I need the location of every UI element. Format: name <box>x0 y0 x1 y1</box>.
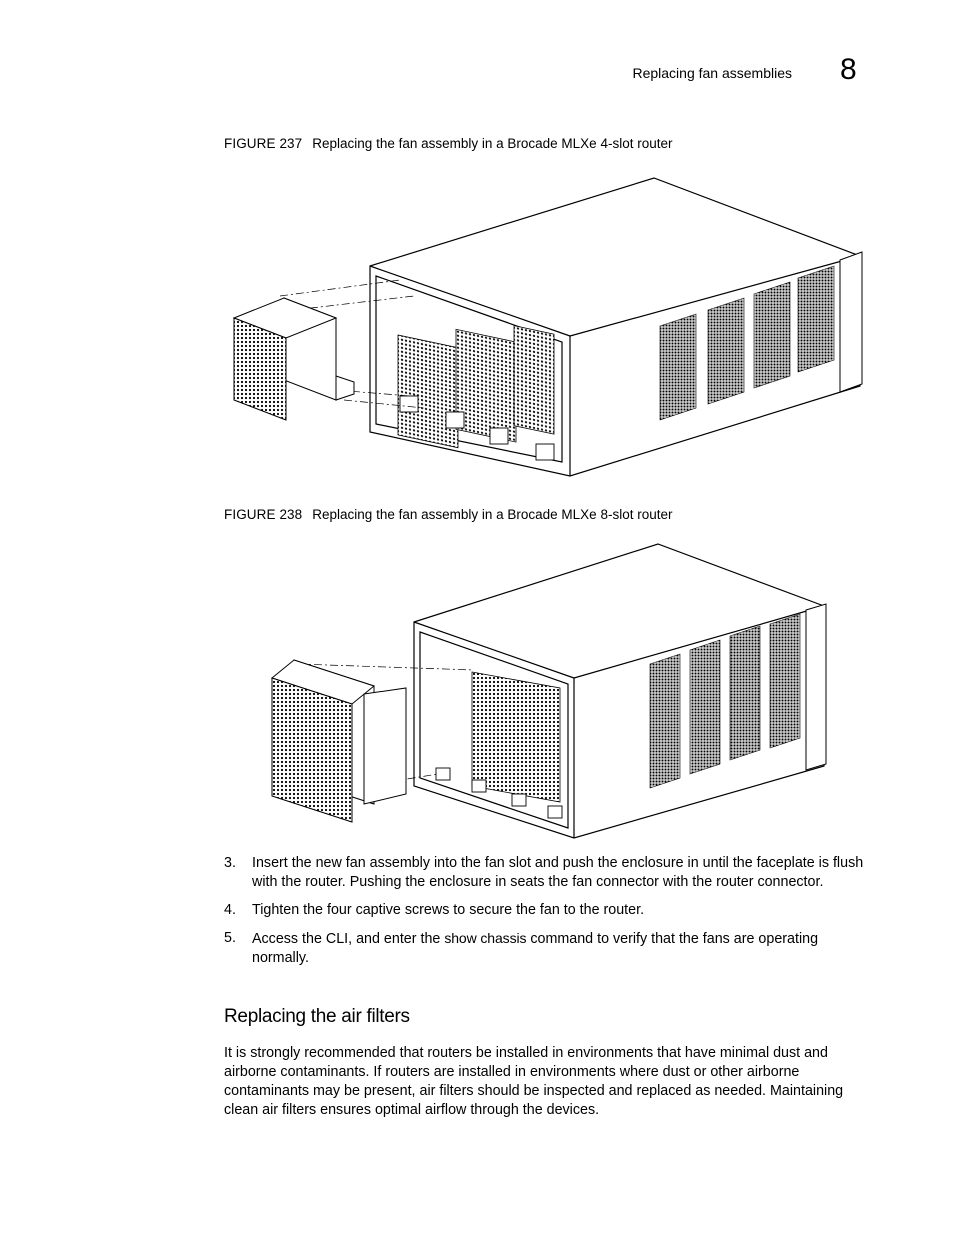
section-body: It is strongly recommended that routers be installed in environments that have minimal dust and airborne contaminants. If routers are installed in environments where dust or other airborne contaminants may be present, air filters should be inspected and replaced as needed. Maintaining clean air filters ensures optimal airflow through the devices. <box>224 1045 844 1118</box>
cli-command: show chassis <box>444 930 527 946</box>
procedure-steps <box>224 854 874 977</box>
fan-assembly-removed <box>234 298 354 420</box>
step-text-pre: Access the CLI, and enter the <box>252 931 445 947</box>
figure-title: Replacing the fan assembly in a Brocade MLXe 8-slot router <box>312 507 673 522</box>
rack-flange <box>840 252 862 392</box>
rack-flange <box>806 604 826 770</box>
step-number: 5. <box>224 930 236 946</box>
list-item <box>224 854 874 892</box>
step-text: Insert the new fan assembly into the fan slot and push the enclosure in until the faceplate is flush with the router. Pushing the enclosure in seats the fan connector with the router connector. <box>252 855 864 890</box>
step-text-post: command to verify that the fans are operating normally. <box>252 931 819 966</box>
figure-label: FIGURE 237 <box>224 136 303 151</box>
figure-238-illustration <box>268 540 833 845</box>
chapter-number: 8 <box>840 53 857 86</box>
figure-237-illustration <box>224 168 869 483</box>
step-number: 3. <box>224 855 236 871</box>
figure-label: FIGURE 238 <box>224 507 303 522</box>
fan-assembly-removed <box>272 660 406 822</box>
figure-237-caption <box>224 136 672 151</box>
step-text: Tighten the four captive screws to secure the fan to the router. <box>252 902 645 918</box>
step-number: 4. <box>224 902 236 918</box>
figure-238-caption <box>224 507 672 522</box>
running-header-title: Replacing fan assemblies <box>632 65 792 81</box>
section-heading: Replacing the air filters <box>224 1006 410 1027</box>
list-item <box>224 901 874 920</box>
list-item <box>224 929 874 968</box>
figure-title: Replacing the fan assembly in a Brocade MLXe 4-slot router <box>312 136 673 151</box>
installed-fans <box>398 326 554 448</box>
